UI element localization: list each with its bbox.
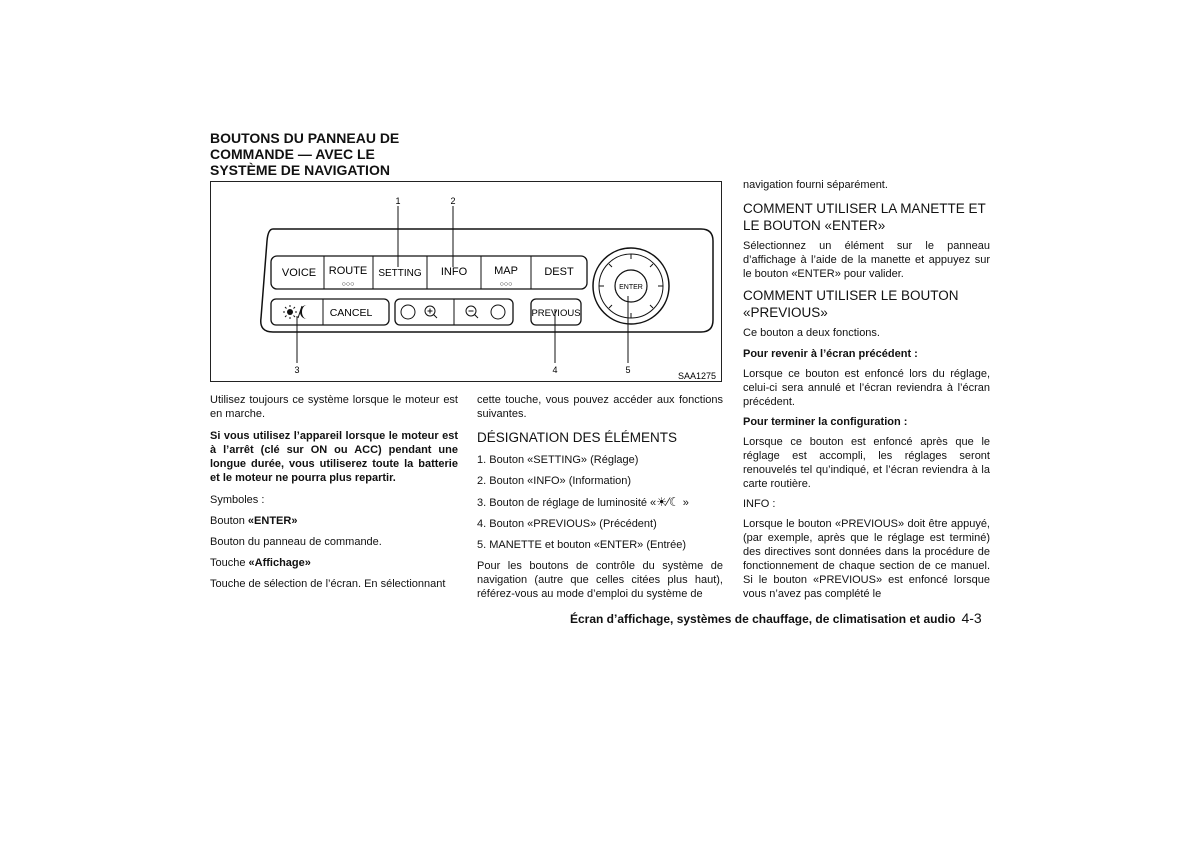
control-panel-diagram xyxy=(211,182,721,381)
zoom-circle-icon xyxy=(401,305,415,319)
top-button-row xyxy=(271,256,587,289)
callout-2: 2 xyxy=(450,196,456,206)
designation-heading: DÉSIGNATION DES ÉLÉMENTS xyxy=(477,430,678,445)
enter-bold: «ENTER» xyxy=(247,515,298,527)
symbols-label: Symboles : xyxy=(210,494,265,506)
battery-warning: Si vous utilisez l’appareil lorsque le moteur est à l’arrêt (clé sur ON ou ACC) pendant une longue durée, vous utiliserez toute la batterie et le moteur ne pourra plus repartir. xyxy=(210,430,458,484)
return-subheading: Pour revenir à l’écran précédent : xyxy=(743,348,918,360)
finish-paragraph: Lorsque ce bouton est enfoncé après que le réglage est accompli, les réglages seront renouvelés tel qu’indiqué, et l’écran reviendra à la carte routière. xyxy=(743,436,990,490)
list-item: 2. Bouton «INFO» (Information) xyxy=(477,475,632,487)
footer-text: Écran d’affichage, systèmes de chauffage, de climatisation et audio xyxy=(570,612,956,626)
affichage-bold: «Affichage» xyxy=(248,557,311,569)
map-dots: ○○○ xyxy=(499,281,513,288)
panel-outline xyxy=(261,229,713,332)
enter-symbol-line xyxy=(210,514,458,528)
dest-button: DEST xyxy=(544,266,574,278)
navigation-paragraph: Pour les boutons de contrôle du système de navigation (autre que celles citées plus haut), référez-vous au mode d’emploi du système de xyxy=(477,560,723,600)
enter-prefix: Bouton xyxy=(210,515,248,527)
setting-button: SETTING xyxy=(378,268,422,279)
control-panel-figure xyxy=(210,181,722,382)
two-functions-line: Ce bouton a deux fonctions. xyxy=(743,327,880,339)
brightness-symbol-icon: ☀⁄☾ xyxy=(656,495,680,509)
page-number: 4-3 xyxy=(961,610,982,626)
list-item xyxy=(477,495,723,510)
map-button: MAP xyxy=(494,265,518,277)
selection-paragraph: Touche de sélection de l’écran. En sélectionnant xyxy=(210,578,446,590)
column-1 xyxy=(210,393,458,591)
section-title-line-1: BOUTONS DU PANNEAU DE xyxy=(210,130,400,146)
section-title-line-3: SYSTÈME DE NAVIGATION xyxy=(210,162,390,178)
brightness-icon xyxy=(283,305,307,319)
list-item: 4. Bouton «PREVIOUS» (Précédent) xyxy=(477,518,657,530)
joystick-heading: COMMENT UTILISER LA MANETTE ET LE BOUTON «ENTER» xyxy=(743,201,986,233)
route-button: ROUTE xyxy=(328,265,368,277)
previous-button: PREVIOUS xyxy=(531,308,581,319)
callout-5: 5 xyxy=(625,365,631,375)
info-button: INFO xyxy=(440,266,468,278)
cancel-button: CANCEL xyxy=(329,307,373,319)
zoom-circle-icon xyxy=(491,305,505,319)
zoom-in-icon xyxy=(425,306,437,318)
list-item: 1. Bouton «SETTING» (Réglage) xyxy=(477,454,639,466)
info-label: INFO : xyxy=(743,498,776,510)
section-title-line-2: COMMANDE — AVEC LE xyxy=(210,146,375,162)
functions-paragraph: cette touche, vous pouvez accéder aux fonctions suivantes. xyxy=(477,394,723,420)
info-paragraph: Lorsque le bouton «PREVIOUS» doit être appuyé, (par exemple, après que le réglage est terminé) des directives sont données dans la procédure de fonctionnement de chaque section de ce manuel. Si le bouton «PREVIOUS» est enfoncé lorsque vous n’avez pas complété le xyxy=(743,518,990,600)
affichage-prefix: Touche xyxy=(210,557,249,569)
joystick xyxy=(593,248,669,324)
panel-button-line: Bouton du panneau de commande. xyxy=(210,536,382,548)
callout-1: 1 xyxy=(395,196,401,206)
joystick-paragraph: Sélectionnez un élément sur le panneau d’affichage à l’aide de la manette et appuyez sur le bouton «ENTER» pour valider. xyxy=(743,240,990,280)
figure-id: SAA1275 xyxy=(677,371,716,381)
list-item-text: 3. Bouton de réglage de luminosité « xyxy=(477,497,657,509)
zoom-out-icon xyxy=(466,306,478,318)
column-2 xyxy=(477,393,723,601)
voice-button: VOICE xyxy=(281,267,317,279)
elements-list xyxy=(477,453,723,552)
route-dots: ○○○ xyxy=(341,281,355,288)
navigation-continued: navigation fourni séparément. xyxy=(743,179,888,191)
list-item: 5. MANETTE et bouton «ENTER» (Entrée) xyxy=(477,539,687,551)
usage-paragraph: Utilisez toujours ce système lorsque le moteur est en marche. xyxy=(210,394,458,420)
callout-3: 3 xyxy=(294,365,300,375)
callout-4: 4 xyxy=(552,365,558,375)
finish-subheading: Pour terminer la configuration : xyxy=(743,416,908,428)
page-footer xyxy=(570,610,990,626)
list-item-end: » xyxy=(679,497,689,509)
section-title xyxy=(210,130,470,178)
previous-heading: COMMENT UTILISER LE BOUTON «PREVIOUS» xyxy=(743,288,959,320)
column-3 xyxy=(743,178,990,601)
affichage-symbol-line xyxy=(210,556,458,570)
return-paragraph: Lorsque ce bouton est enfoncé lors du réglage, celui-ci sera annulé et l’écran reviendra à l’écran précédent. xyxy=(743,368,990,408)
enter-button: ENTER xyxy=(619,284,643,291)
